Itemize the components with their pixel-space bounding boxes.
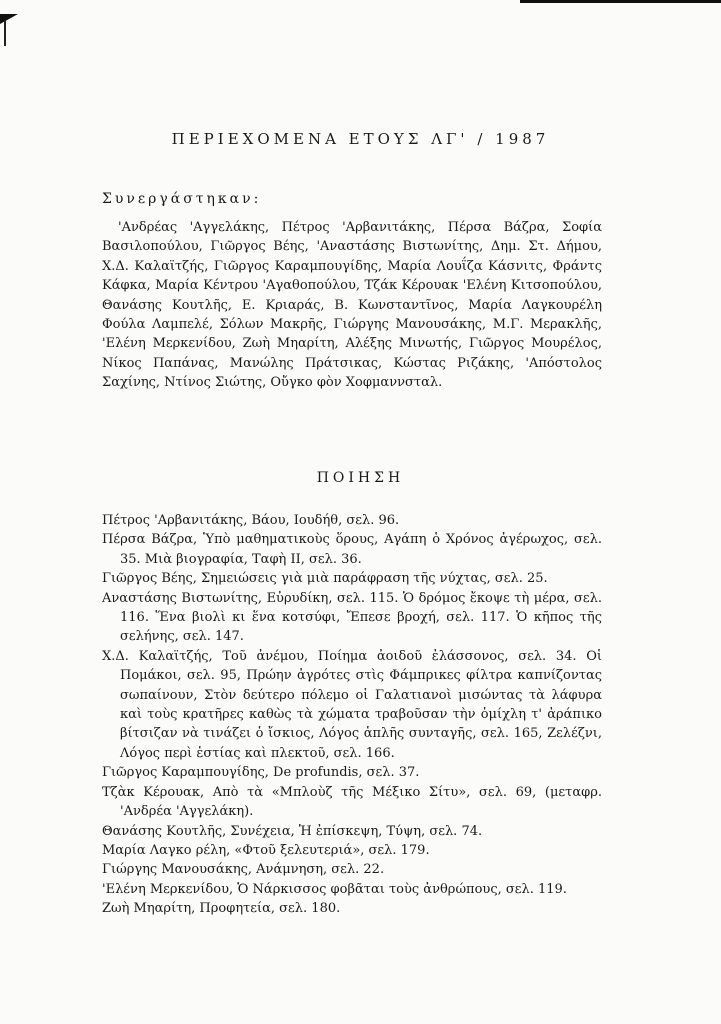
poetry-heading: ΠΟΙΗΣΗ xyxy=(316,470,405,486)
page-title: ΠΕΡΙΕΧΟΜΕΝΑ ΕΤΟΥΣ ΛΓ' / 1987 xyxy=(171,130,550,148)
poetry-entry: Πέρσα Βάζρα, Ὑπὸ μαθηματικοὺς ὅρους, Αγάπη ὁ Χρόνος ἀγέρωχος, σελ. 35. Μιὰ βιογραφία, Ταφὴ ΙΙ, σελ. 36. xyxy=(102,532,602,567)
poetry-entry: Ζωὴ Μηαρίτη, Προφητεία, σελ. 180. xyxy=(102,901,341,917)
poetry-entry: Γιῶργος Καραμπουγίδης, De profundis, σελ. 37. xyxy=(102,765,420,781)
poetry-entry: Πέτρος 'Αρβανιτάκης, Βάου, Ιουδήθ, σελ. 96. xyxy=(102,513,400,528)
poetry-entry: Θανάσης Κουτλῆς, Συνέχεια, Ἡ ἐπίσκεψη, Τύψη, σελ. 74. xyxy=(102,823,483,839)
poetry-entries-list xyxy=(102,511,602,919)
scan-edge-line xyxy=(4,20,6,46)
contributors-paragraph: 'Ανδρέας 'Αγγελάκης, Πέτρος 'Αρβανιτάκης, Πέρσα Βάζρα, Σοφία Βασιλοπούλου, Γιῶργος Βέης, 'Αναστάσης Βιστωνίτης, Δημ. Στ. Δήμου, Χ.Δ. Καλαϊτζής, Γιῶργος Καραμπουγίδης, Μαρία Λουΐζα Κάσνιτς, Φράντς Κάφκα, Μαρία Κέντρου 'Αγαθοπούλου, Τζάκ Κέρουακ 'Ελένη Κιτσοπούλου, Θανάσης Κουτλῆς, Ε. Κριαράς, Β. Κωνσταντῖνος, Μαρία Λαγκουρέλη Φούλα Λαμπελέ, Σόλων Μακρῆς, Γιώργης Μανουσάκης, Μ.Γ. Μερακλῆς, 'Ελένη Μερκενίδου, Ζωὴ Μηαρίτη, Αλέξης Μινωτής, Γιῶργος Μουρέλος, Νίκος Παπάνας, Μανώλης Πράτσικας, Κώστας Ριζάκης, 'Απόστολος Σαχίνης, Ντίνος Σιώτης, Οὔγκο φὸν Χοφμαννσταλ. xyxy=(102,220,602,391)
poetry-entry: Μαρία Λαγκο ρέλη, «Φτοῦ ξελευτεριά», σελ. 179. xyxy=(102,842,430,858)
poetry-entry: 'Ελένη Μερκενίδου, Ὁ Νάρκισσος φοβᾶται τοὺς ἀνθρώπους, σελ. 119. xyxy=(102,881,567,897)
contributors-label: Συνεργάστηκαν: xyxy=(102,191,262,207)
poetry-entry: Χ.Δ. Καλαϊτζής, Τοῦ ἀνέμου, Ποίημα ἀοιδοῦ ἐλάσσονος, σελ. 34. Οἱ Πομάκοι, σελ. 95, Πρώην ἀγρότες στὶς Φάμπρικες φίλτρα καπνίζοντας σωπαίνουν, Στὸν δεύτερο πόλεμο οἱ Γαλατιανοὶ μισώντας τὰ λάφυρα καὶ τοὺς κρατῆρες καθὼς τὰ χώματα τραβοῦσαν τὴν ὁμίχλη τ' ἀράπικο βίτσιζαν νὰ τινάζει ὁ ἴσκιος, Λόγος ἁπλῆς συνταγῆς, σελ. 165, Ζελέζνι, Λόγος περὶ ἑστίας καὶ πλεκτοῦ, σελ. 166. xyxy=(102,648,602,761)
poetry-entry: Τζὰκ Κέρουακ, Απὸ τὰ «Μπλοὺζ τῆς Μέξικο Σίτυ», σελ. 69, (μεταφρ. 'Ανδρέα 'Αγγελάκη). xyxy=(102,784,602,820)
poetry-entry: Γιῶργος Βέης, Σημειώσεις γιὰ μιὰ παράφραση τῆς νύχτας, σελ. 25. xyxy=(102,571,548,587)
poetry-entry: Αναστάσης Βιστωνίτης, Εὐρυδίκη, σελ. 115. Ὁ δρόμος ἔκοψε τὴ μέρα, σελ. 116. Ἕνα βιολὶ κι ἕνα κοτσύφι, Ἔπεσε βροχή, σελ. 117. Ὁ κῆπος τῆς σελήνης, σελ. 147. xyxy=(102,590,602,645)
poetry-entry: Γιώργης Μανουσάκης, Ανάμνηση, σελ. 22. xyxy=(102,862,385,878)
scan-corner-mark xyxy=(0,14,18,24)
scan-edge-mark xyxy=(520,0,721,3)
